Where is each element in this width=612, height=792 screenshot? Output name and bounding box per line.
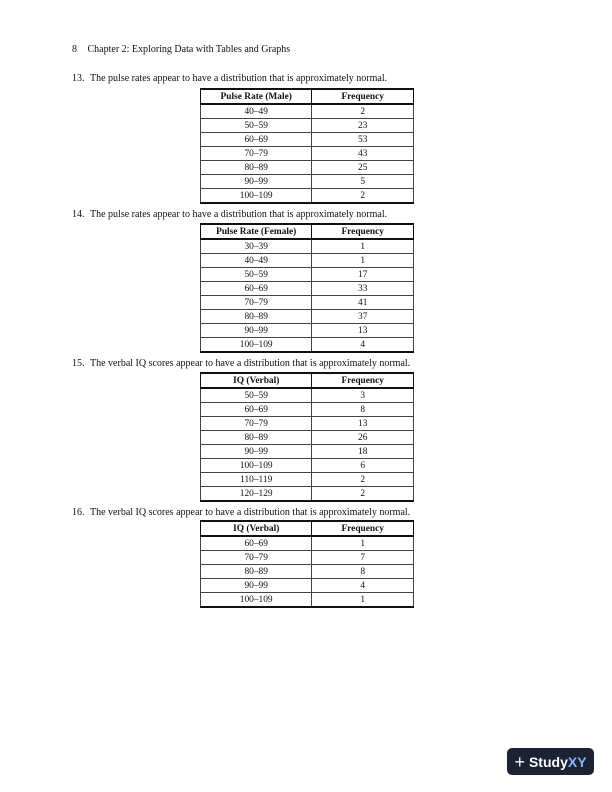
class-cell: 100–109: [201, 459, 312, 473]
table-row: [201, 104, 414, 119]
frequency-cell: 2: [312, 189, 414, 204]
column-header: Frequency: [312, 89, 414, 104]
class-cell: 90–99: [201, 579, 312, 593]
plus-icon: +: [514, 751, 525, 772]
frequency-cell: 1: [312, 593, 414, 608]
frequency-cell: 5: [312, 175, 414, 189]
frequency-cell: 37: [312, 310, 414, 324]
frequency-cell: 6: [312, 459, 414, 473]
problem-number: 16.: [72, 507, 85, 518]
class-cell: 100–109: [201, 593, 312, 608]
table-row: [201, 459, 414, 473]
page-number: 8: [72, 44, 77, 55]
frequency-cell: 53: [312, 133, 414, 147]
table-row: [201, 338, 414, 353]
problem-number: 15.: [72, 358, 85, 369]
brand-main: Study: [528, 753, 568, 770]
class-cell: 100–109: [201, 189, 312, 204]
chapter-title: Chapter 2: Exploring Data with Tables and Graphs: [87, 44, 291, 55]
table-row: [201, 324, 414, 338]
frequency-cell: 2: [312, 487, 414, 502]
problem-14: [72, 209, 387, 220]
class-cell: 100–109: [201, 338, 312, 353]
class-cell: 120–129: [201, 487, 312, 502]
table-row: [201, 579, 414, 593]
class-cell: 90–99: [201, 324, 312, 338]
column-header: IQ (Verbal): [201, 521, 312, 536]
problem-statement: The pulse rates appear to have a distribution that is approximately normal.: [90, 209, 388, 220]
frequency-cell: 3: [312, 388, 414, 403]
class-cell: 30–39: [201, 239, 312, 254]
class-cell: 40–49: [201, 254, 312, 268]
class-cell: 60–69: [201, 536, 312, 551]
class-cell: 70–79: [201, 417, 312, 431]
column-header: Frequency: [312, 224, 414, 239]
frequency-cell: 18: [312, 445, 414, 459]
page-header: [72, 44, 290, 55]
class-cell: 80–89: [201, 161, 312, 175]
class-cell: 70–79: [201, 551, 312, 565]
table-row: [201, 417, 414, 431]
class-cell: 50–59: [201, 268, 312, 282]
brand-accent: XY: [567, 753, 587, 770]
frequency-cell: 26: [312, 431, 414, 445]
table-row: [201, 551, 414, 565]
studyxy-badge[interactable]: [507, 748, 594, 775]
class-cell: 60–69: [201, 403, 312, 417]
table-row: [201, 296, 414, 310]
frequency-cell: 4: [312, 579, 414, 593]
frequency-cell: 13: [312, 417, 414, 431]
table-row: [201, 310, 414, 324]
frequency-cell: 23: [312, 119, 414, 133]
problem-number: 13.: [72, 73, 85, 84]
class-cell: 50–59: [201, 119, 312, 133]
frequency-table-15: [200, 372, 414, 502]
frequency-cell: 2: [312, 473, 414, 487]
frequency-cell: 43: [312, 147, 414, 161]
class-cell: 70–79: [201, 147, 312, 161]
frequency-table-14: [200, 223, 414, 353]
frequency-cell: 8: [312, 565, 414, 579]
class-cell: 60–69: [201, 282, 312, 296]
problem-statement: The verbal IQ scores appear to have a distribution that is approximately normal.: [90, 358, 411, 369]
class-cell: 80–89: [201, 565, 312, 579]
column-header: Pulse Rate (Female): [201, 224, 312, 239]
frequency-cell: 1: [312, 536, 414, 551]
frequency-cell: 1: [312, 254, 414, 268]
frequency-cell: 33: [312, 282, 414, 296]
table-row: [201, 487, 414, 502]
problem-13: [72, 73, 387, 84]
class-cell: 70–79: [201, 296, 312, 310]
class-cell: 60–69: [201, 133, 312, 147]
table-row: [201, 254, 414, 268]
frequency-cell: 7: [312, 551, 414, 565]
problem-number: 14.: [72, 209, 85, 220]
table-row: [201, 239, 414, 254]
table-row: [201, 403, 414, 417]
frequency-cell: 8: [312, 403, 414, 417]
class-cell: 40–49: [201, 104, 312, 119]
table-row: [201, 565, 414, 579]
class-cell: 50–59: [201, 388, 312, 403]
table-row: [201, 133, 414, 147]
frequency-cell: 2: [312, 104, 414, 119]
problem-statement: The pulse rates appear to have a distribution that is approximately normal.: [90, 73, 388, 84]
frequency-cell: 41: [312, 296, 414, 310]
table-row: [201, 161, 414, 175]
class-cell: 90–99: [201, 445, 312, 459]
column-header: IQ (Verbal): [201, 373, 312, 388]
class-cell: 80–89: [201, 310, 312, 324]
table-row: [201, 536, 414, 551]
class-cell: 80–89: [201, 431, 312, 445]
table-row: [201, 189, 414, 204]
column-header: Frequency: [312, 521, 414, 536]
problem-16: [72, 507, 410, 518]
frequency-cell: 1: [312, 239, 414, 254]
frequency-table-13: [200, 88, 414, 204]
table-row: [201, 147, 414, 161]
table-row: [201, 175, 414, 189]
problem-statement: The verbal IQ scores appear to have a distribution that is approximately normal.: [90, 507, 411, 518]
frequency-cell: 17: [312, 268, 414, 282]
table-row: [201, 473, 414, 487]
table-row: [201, 388, 414, 403]
problem-15: [72, 358, 410, 369]
table-row: [201, 431, 414, 445]
column-header: Pulse Rate (Male): [201, 89, 312, 104]
frequency-table-16: [200, 520, 414, 608]
column-header: Frequency: [312, 373, 414, 388]
table-row: [201, 119, 414, 133]
class-cell: 110–119: [201, 473, 312, 487]
table-row: [201, 268, 414, 282]
frequency-cell: 13: [312, 324, 414, 338]
class-cell: 90–99: [201, 175, 312, 189]
table-row: [201, 593, 414, 608]
frequency-cell: 4: [312, 338, 414, 353]
frequency-cell: 25: [312, 161, 414, 175]
table-row: [201, 282, 414, 296]
table-row: [201, 445, 414, 459]
